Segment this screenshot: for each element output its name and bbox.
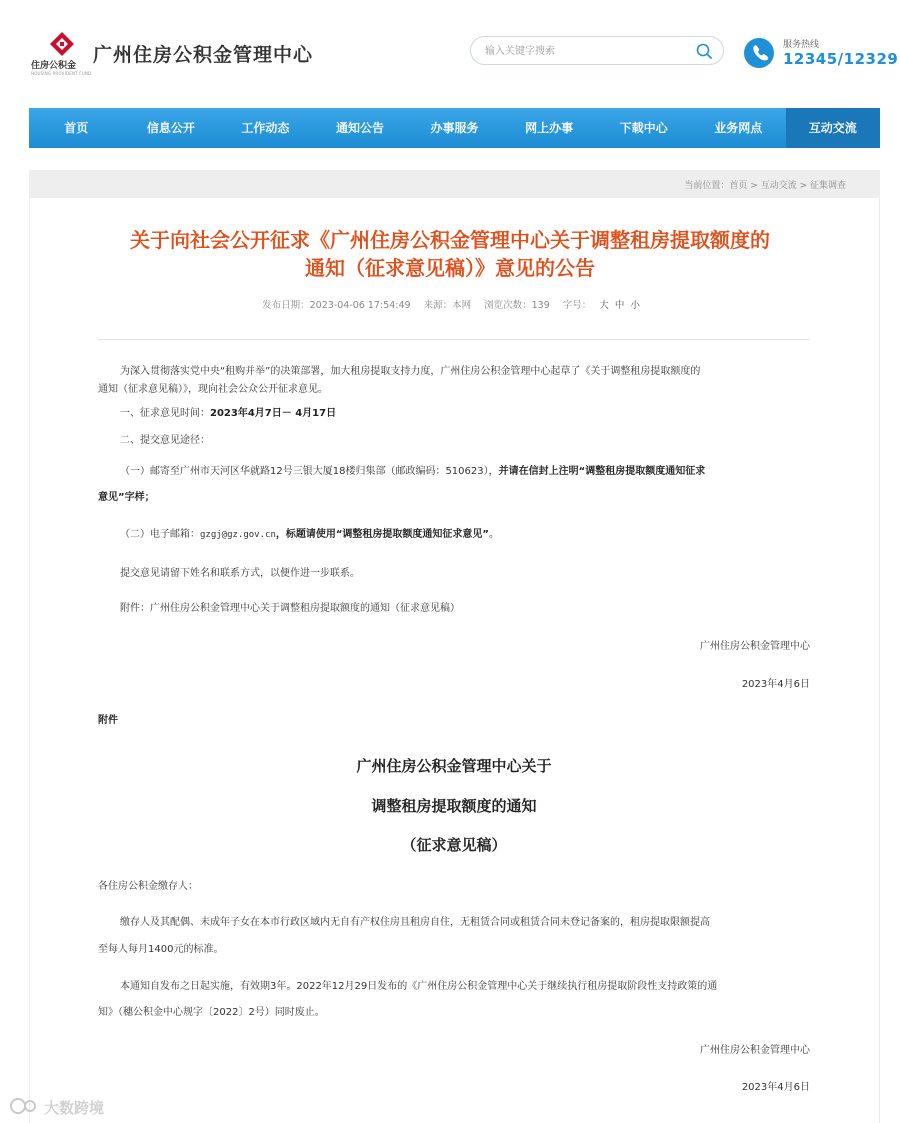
attachment-heading-3: （征求意见稿）: [401, 836, 507, 854]
site-header: [0, 0, 900, 100]
contact-note: 提交意见请留下姓名和联系方式，以便作进一步联系。: [120, 568, 360, 579]
nav-services[interactable]: 办事服务: [430, 121, 479, 135]
attachment-heading-1: 广州住房公积金管理中心关于: [356, 757, 552, 775]
mail-channel: [120, 463, 705, 481]
article-title-line2: 通知（征求意见稿）》意见的公告: [305, 256, 595, 280]
breadcrumb-current[interactable]: 征集调查: [809, 181, 846, 191]
site-title[interactable]: 广州住房公积金管理中心: [93, 44, 314, 66]
watermark-logo-icon: [8, 1095, 42, 1117]
search-input[interactable]: [485, 43, 685, 59]
logo-name: 住房公积金: [31, 61, 77, 71]
attachment-link[interactable]: 附件：广州住房公积金管理中心关于调整租房提取额度的通知（征求意见稿）: [120, 603, 460, 614]
search-icon[interactable]: [695, 42, 713, 60]
view-count: 浏览次数：139: [484, 300, 550, 311]
nav-interaction[interactable]: 互动交流: [786, 108, 881, 148]
intro-line2: 通知（征求意见稿）》，现向社会公众公开征求意见。: [98, 384, 328, 395]
mail-channel-text: （一）邮寄至广州市天河区华就路12号三银大厦18楼归集部（邮政编码：510623），: [120, 466, 499, 477]
breadcrumb-prefix: 当前位置：: [684, 181, 730, 191]
article-title: [90, 226, 810, 282]
email-channel-label: （二）电子邮箱：: [120, 529, 200, 540]
attachment-para2-line2: 知》（穗公积金中心规字〔2022〕2号）同时废止。: [98, 1007, 325, 1018]
attachment-salutation: 各住房公积金缴存人：: [98, 881, 198, 892]
publish-date: 发布日期：2023-04-06 17:54:49: [262, 300, 411, 311]
logo-english: HOUSING PROVIDENT FUND: [31, 71, 92, 76]
hotline-label: 服务热线: [783, 40, 820, 50]
breadcrumb-sep: >: [796, 181, 810, 191]
attachment-para1-line1: 缴存人及其配偶、未成年子女在本市行政区域内无自有产权住房且租房自住，无租赁合同或租赁合同未登记备案的，租房提取限额提高: [120, 917, 710, 928]
attachment-heading-2: 调整租房提取额度的通知: [371, 797, 537, 815]
intro-line1: 为深入贯彻落实党中央“租购并举”的决策部署，加大租房提取支持力度，广州住房公积金管理中心起草了《关于调整租房提取额度的: [120, 366, 701, 377]
nav-downloads[interactable]: 下载中心: [619, 121, 668, 135]
font-medium-button[interactable]: 中: [614, 300, 625, 311]
attachment-label: 附件: [98, 715, 118, 726]
breadcrumb-bar: [29, 170, 880, 198]
nav-work-news[interactable]: 工作动态: [241, 121, 290, 135]
nav-home[interactable]: 首页: [64, 121, 89, 135]
phone-icon: [744, 38, 774, 68]
watermark: [8, 1095, 138, 1117]
email-channel-bold: ，标题请使用“调整租房提取额度通知征求意见”: [275, 529, 490, 540]
article-sign-date: 2023年4月6日: [741, 679, 810, 690]
article-meta: [90, 297, 810, 311]
font-size-label: 字号：: [562, 300, 592, 311]
breadcrumb-home[interactable]: 首页: [729, 181, 748, 191]
email-channel-end: 。: [489, 529, 500, 540]
attachment-para2-line1: 本通知自发布之日起实施，有效期3年。2022年12月29日发布的《广州住房公积金管理中心关于继续执行租房提取阶段性支持政策的通: [120, 981, 718, 992]
main-nav: [29, 108, 880, 148]
breadcrumb-sep: >: [747, 181, 761, 191]
email-address-link[interactable]: gzgj@gz.gov.cn: [200, 530, 276, 540]
nav-info-disclosure[interactable]: 信息公开: [146, 121, 195, 135]
email-channel: [120, 526, 499, 544]
submission-channels-label: 二、提交意见途径：: [120, 435, 210, 446]
attachment-signature: 广州住房公积金管理中心: [700, 1045, 810, 1056]
article-title-line1: 关于向社会公开征求《广州住房公积金管理中心关于调整租房提取额度的: [130, 228, 770, 252]
title-divider: [98, 339, 810, 340]
nav-online-services[interactable]: 网上办事: [525, 121, 574, 135]
nav-notices[interactable]: 通知公告: [335, 121, 384, 135]
comment-period: [120, 405, 336, 423]
hotline-number: 12345/12329: [783, 50, 899, 68]
nav-branches[interactable]: 业务网点: [714, 121, 763, 135]
article-signature: 广州住房公积金管理中心: [700, 641, 810, 652]
attachment-sign-date: 2023年4月6日: [741, 1082, 810, 1093]
comment-period-value: 2023年4月7日－ 4月17日: [210, 408, 337, 419]
watermark-text: 大数跨境: [44, 1099, 105, 1117]
comment-period-label: 一、征求意见时间：: [120, 408, 210, 419]
font-large-button[interactable]: 大: [599, 300, 609, 311]
article-source: 来源：本网: [423, 300, 472, 311]
mail-channel-bold: 并请在信封上注明“调整租房提取额度通知征求: [498, 466, 706, 477]
breadcrumb-section[interactable]: 互动交流: [760, 181, 797, 191]
breadcrumb: [684, 178, 846, 191]
font-small-button[interactable]: 小: [630, 300, 640, 311]
attachment-para1-line2: 至每人每月1400元的标准。: [98, 944, 224, 955]
search-box: [470, 36, 724, 65]
mail-channel-bold2: 意见”字样；: [98, 492, 155, 503]
